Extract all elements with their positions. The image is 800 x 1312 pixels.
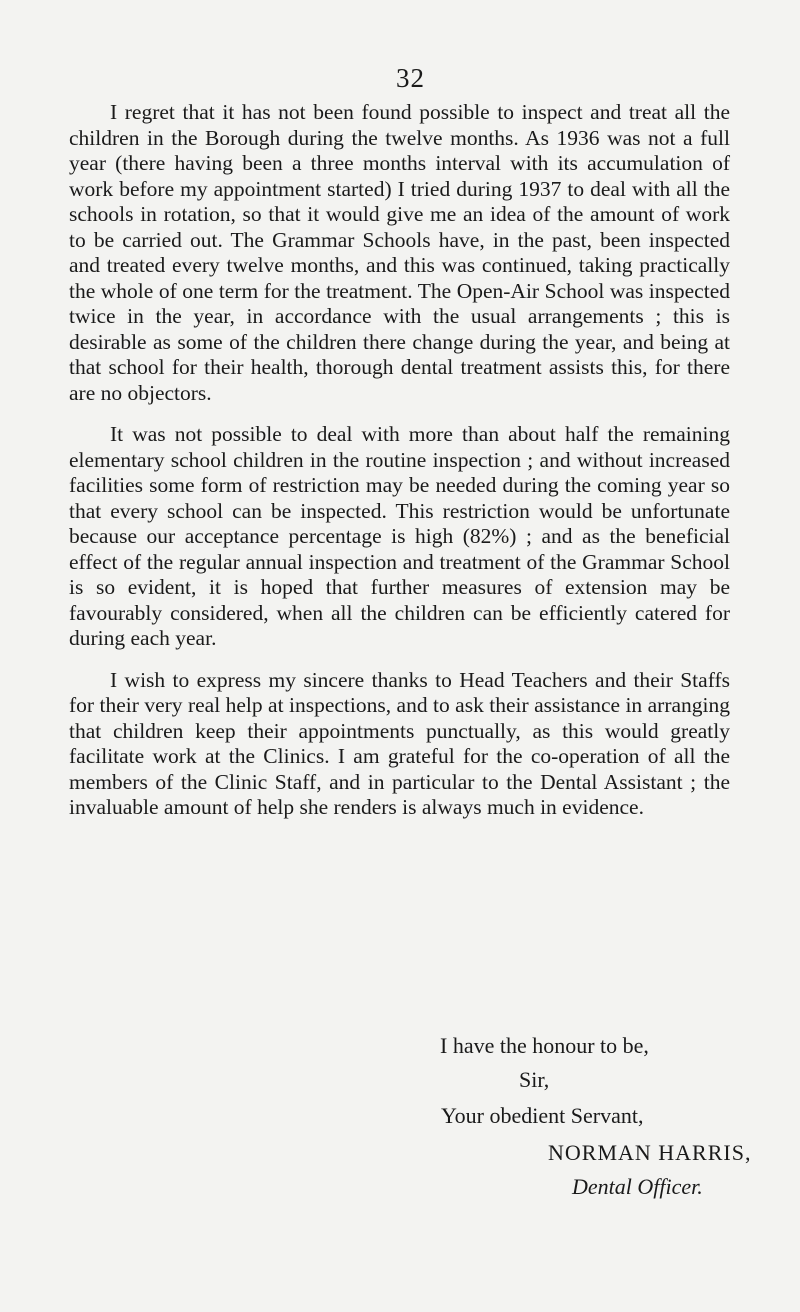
paragraph-thanks: I wish to express my sincere thanks to Head Teachers and their Staffs for their very real help at inspections, and to ask their assistance in arranging that children keep their appointments punctually, as this would greatly facilitate work at the Clinics. I am grateful for the co-operation of all the members of the Clinic Staff, and in particular to the Dental Assistant ; the invaluable amount of help she renders is always much in evidence. <box>69 667 730 819</box>
closing-salutation: Sir, <box>519 1067 550 1092</box>
signatory-name: NORMAN HARRIS, <box>548 1140 752 1165</box>
closing-honour: I have the honour to be, <box>440 1033 649 1058</box>
paragraph-restriction: It was not possible to deal with more than about half the remaining elementary school children in the routine inspection ; and without increased facilities some form of restriction may be needed during the coming year so that every school can be inspected. This restriction would be unfortunate because our acceptance percentage is high (82%) ; and as the beneficial effect of the regular annual inspection and treatment of the Grammar School is so evident, it is hoped that further measures of extension may be favourably considered, when all the children can be efficiently catered for during each year. <box>69 422 730 650</box>
signatory-title: Dental Officer. <box>572 1174 703 1199</box>
letter-body <box>69 100 730 821</box>
page-number: 32 <box>396 63 425 93</box>
closing-valediction: Your obedient Servant, <box>441 1103 644 1128</box>
paragraph-inspection-schedule: I regret that it has not been found possible to inspect and treat all the children in the Borough during the twelve months. As 1936 was not a full year (there having been a three months interval with its accumulation of work before my appointment started) I tried during 1937 to deal with all the schools in rotation, so that it would give me an idea of the amount of work to be carried out. The Grammar Schools have, in the past, been inspected and treated every twelve months, and this was continued, taking practically the whole of one term for the treatment. The Open-Air School was inspected twice in the year, in accordance with the usual arrangements ; this is desirable as some of the children there change during the year, and being at that school for their health, thorough dental treatment assists this, for there are no objectors. <box>69 100 730 405</box>
